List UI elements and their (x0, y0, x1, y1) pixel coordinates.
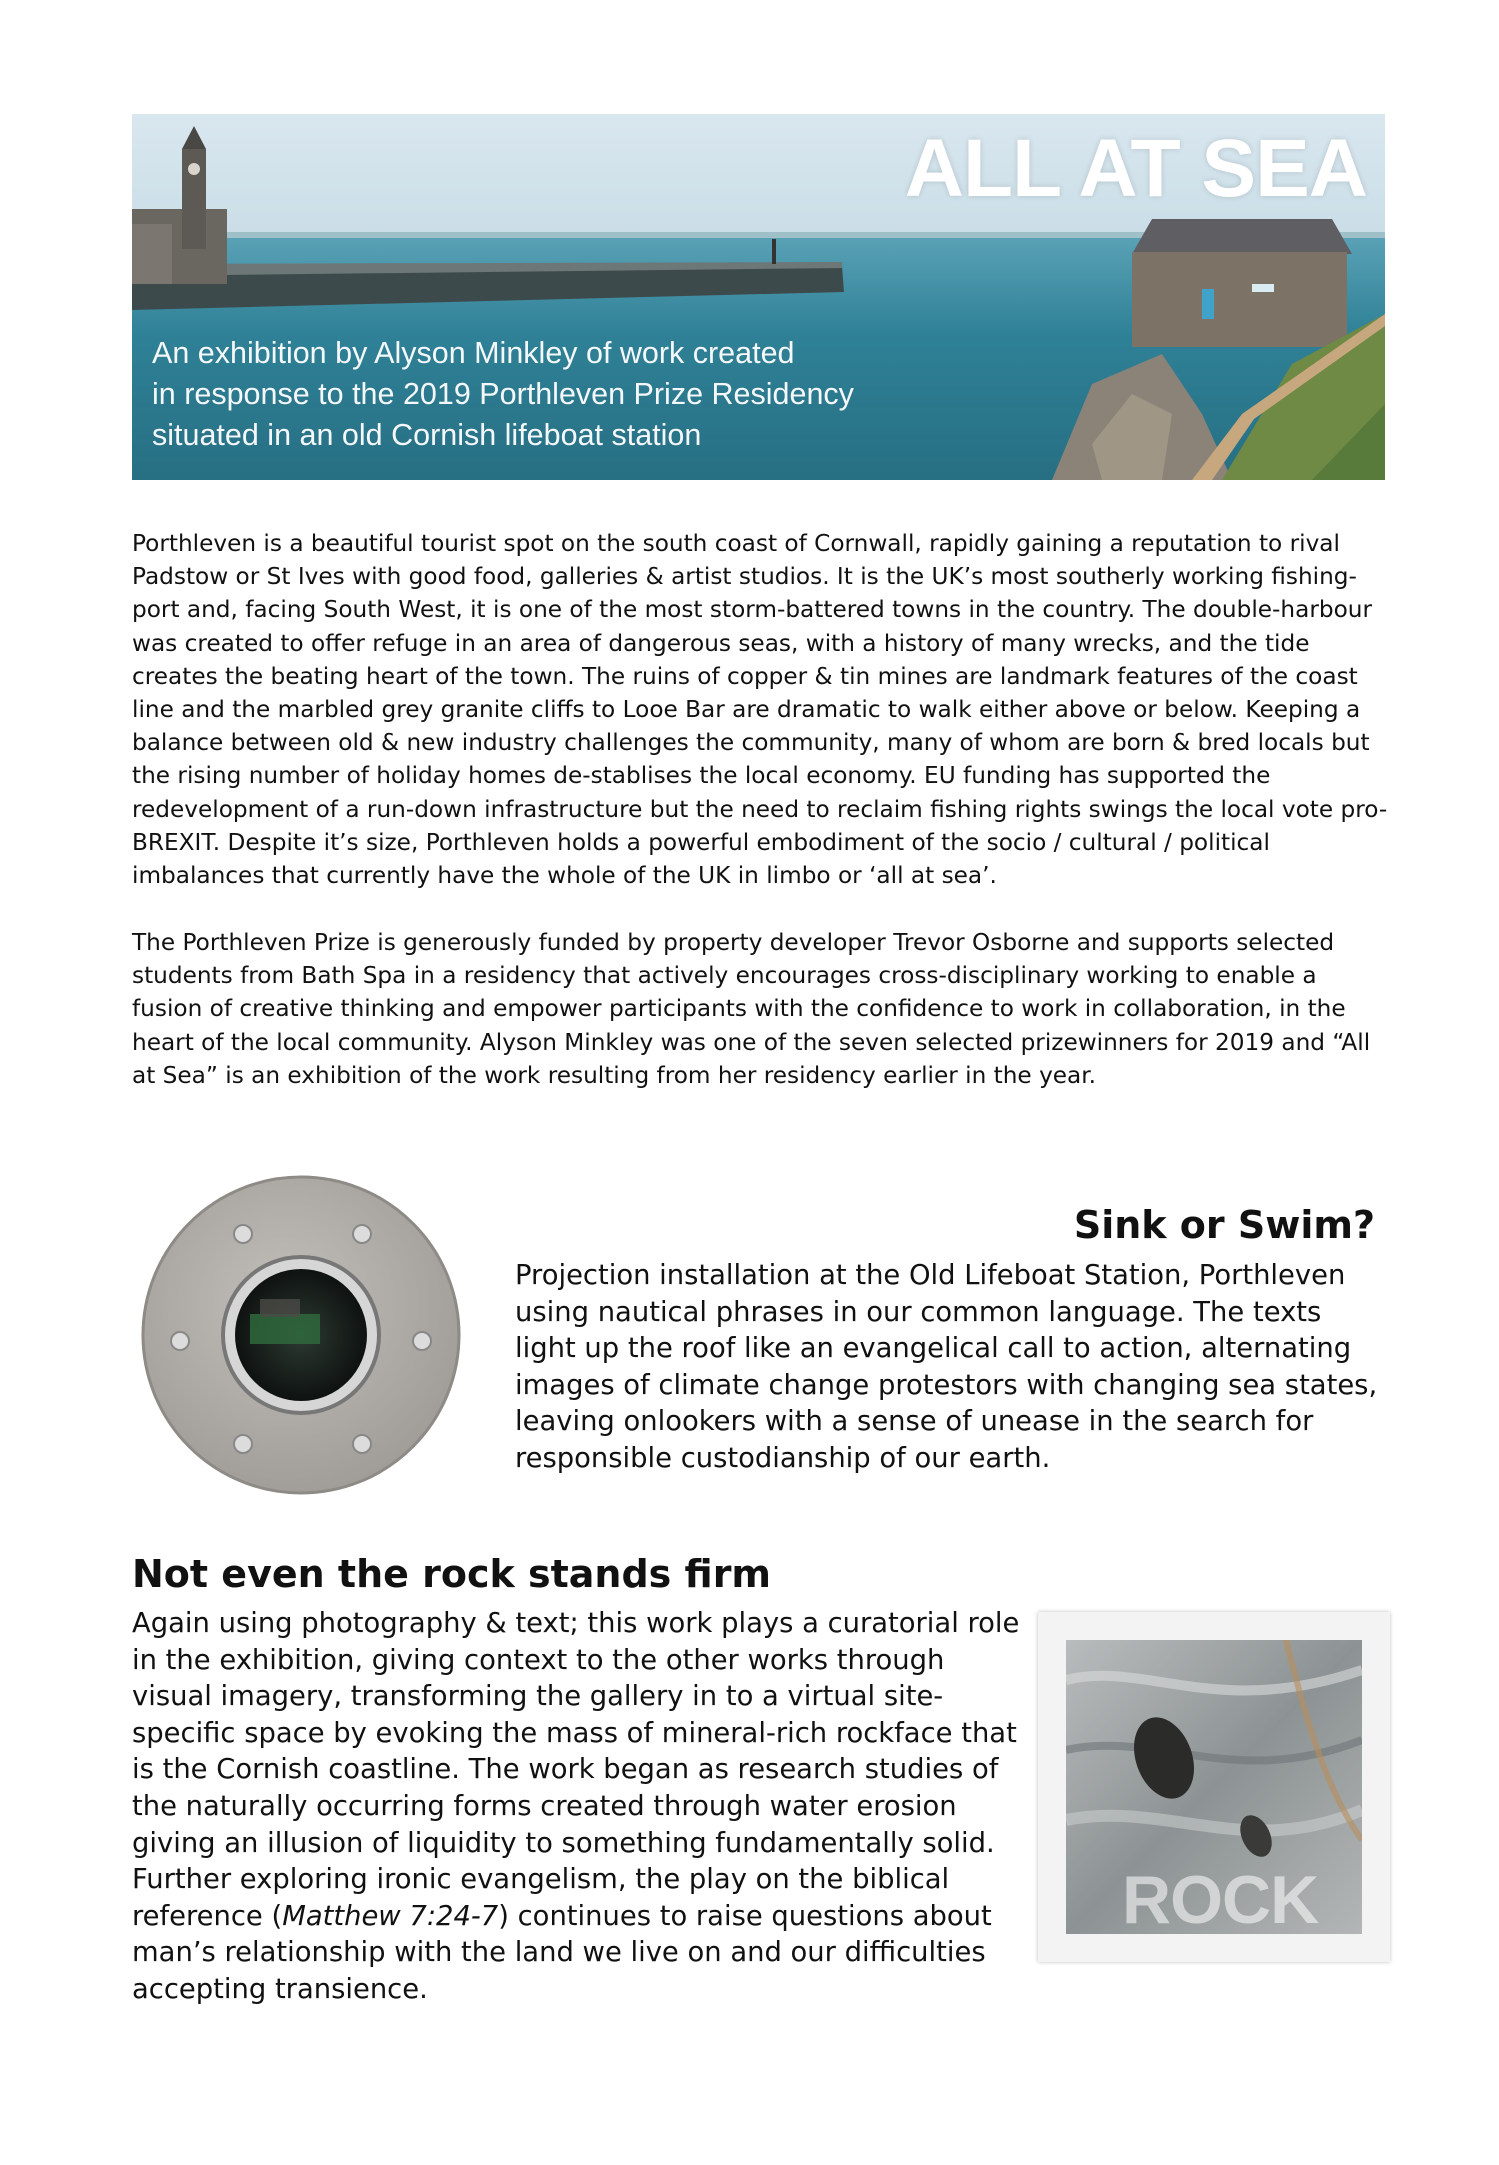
rock-text-after: ) continues to raise questions about man’s relationship with the land we live on and our difficulties accepting transience. (132, 1900, 992, 2005)
bible-citation: Matthew 7:24-7 (282, 1900, 499, 1932)
porthole-artwork-image (140, 1174, 462, 1496)
rock-artwork-image (1038, 1612, 1390, 1962)
intro-paragraph-prize: The Porthleven Prize is generously funded by property developer Trevor Osborne and supports selected students from Bath Spa in a residency that actively encourages cross-disciplinary working to enable a fusion of creative thinking and empower participants with the confidence to work in collaboration, in the heart of the local community. Alyson Minkley was one of the seven selected prizewinners for 2019 and “All at Sea” is an exhibition of the work resulting from her residency earlier in the year. (132, 929, 1371, 1089)
banner-subtitle-line: situated in an old Cornish lifeboat station (152, 418, 702, 452)
banner-title: ALL AT SEA (904, 123, 1367, 214)
sink-or-swim-description: Projection installation at the Old Lifeboat Station, Porthleven using nautical phrases in our common language. The texts light up the roof like an evangelical call to action, alternating images of climate change protestors with changing sea states, leaving onlookers with a sense of unease in the search for responsible custodianship of our earth. (515, 1260, 1378, 1474)
exhibition-banner (132, 114, 1385, 480)
sink-or-swim-heading: Sink or Swim? (1073, 1203, 1375, 1247)
rock-heading: Not even the rock stands firm (132, 1552, 772, 1596)
banner-subtitle-line: An exhibition by Alyson Minkley of work created (152, 336, 795, 370)
banner-subtitle (152, 333, 854, 456)
banner-subtitle-line: in response to the 2019 Porthleven Prize Residency (152, 377, 854, 411)
rock-text-before: Again using photography & text; this work plays a curatorial role in the exhibition, giving context to the other works through visual imagery, transforming the gallery in to a virtual site-specific space by evoking the mass of mineral-rich rockface that is the Cornish coastline. The work began as research studies of the naturally occurring forms created through water erosion giving an illusion of liquidity to something fundamentally solid. Further exploring ironic evangelism, the play on the biblical reference ( (132, 1608, 1020, 1932)
intro-paragraph-porthleven: Porthleven is a beautiful tourist spot on the south coast of Cornwall, rapidly gaining a reputation to rival Padstow or St Ives with good food, galleries & artist studios. It is the UK’s most southerly working fishing-port and, facing South West, it is one of the most storm-battered towns in the country. The double-harbour was created to offer refuge in an area of dangerous seas, with a history of many wrecks, and the tide creates the beating heart of the town. The ruins of copper & tin mines are landmark features of the coast line and the marbled grey granite cliffs to Looe Bar are dramatic to walk either above or below. Keeping a balance between old & new industry challenges the community, many of whom are born & bred locals but the rising number of holiday homes de-stablises the local economy. EU funding has supported the redevelopment of a run-down infrastructure but the need to reclaim fishing rights swings the local vote pro-BREXIT. Despite it’s size, Porthleven holds a powerful embodiment of the socio / cultural / political imbalances that currently have the whole of the UK in limbo or ‘all at sea’. (132, 530, 1388, 890)
rock-description (132, 1606, 1027, 2009)
rock-word-overlay: ROCK (1122, 1862, 1319, 1938)
